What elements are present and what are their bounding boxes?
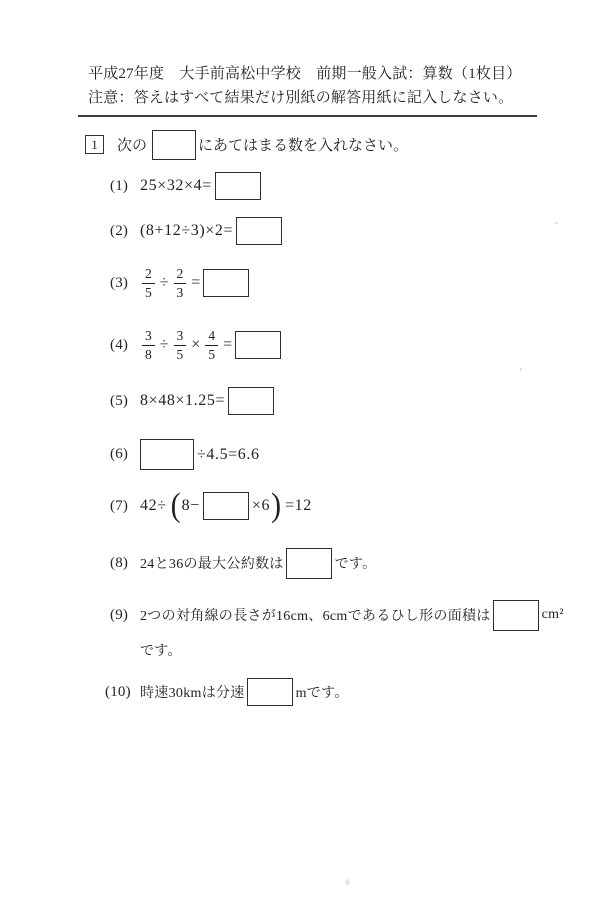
- problem-4: [110, 326, 572, 364]
- answer-box-prompt: [152, 130, 196, 160]
- problem-8-suffix: です。: [334, 557, 377, 572]
- answer-box-9: [493, 600, 539, 631]
- header-divider: [78, 115, 537, 117]
- fraction-numerator: 2: [176, 265, 184, 281]
- fraction-denominator: 3: [174, 283, 187, 300]
- section-prompt-before: 次の: [117, 138, 148, 154]
- fraction: [205, 329, 218, 362]
- answer-box-5: [228, 387, 274, 415]
- answer-box-10: [247, 678, 293, 706]
- problem-7-inner-left: 8−: [181, 497, 200, 514]
- problem-10-text: 時速30kmは分速: [140, 686, 245, 701]
- problem-6-expression: ÷4.5=6.6: [197, 445, 260, 463]
- problem-8: [110, 547, 572, 579]
- answer-box-7: [203, 492, 249, 520]
- scan-speck: [555, 222, 558, 224]
- fraction-numerator: 2: [145, 265, 152, 281]
- problem-6: [110, 439, 572, 470]
- fraction: [174, 329, 187, 362]
- fraction: [174, 267, 187, 300]
- equals-sign: =: [223, 336, 233, 353]
- scan-speck: [345, 879, 350, 885]
- problem-1-label: (1): [110, 177, 129, 194]
- section-heading: [85, 129, 572, 160]
- fraction-denominator: 5: [205, 345, 218, 362]
- problem-7-label: (7): [110, 497, 129, 514]
- fraction-denominator: 8: [142, 345, 155, 362]
- fraction: [142, 267, 155, 300]
- problem-9: [110, 599, 572, 663]
- equals-sign: =: [191, 274, 201, 291]
- section-number-box: 1: [85, 135, 104, 154]
- problem-7-expression-left: 42÷: [140, 497, 167, 514]
- operator-multiply: ×: [191, 336, 201, 353]
- fraction-numerator: 3: [176, 327, 184, 343]
- problem-10-suffix: mです。: [295, 686, 349, 701]
- problem-10: [105, 677, 572, 707]
- problem-6-label: (6): [110, 446, 129, 462]
- problem-1-expression: 25×32×4=: [140, 177, 212, 194]
- problem-8-text: 24と36の最大公約数は: [140, 557, 284, 572]
- problem-10-label: (10): [105, 683, 131, 700]
- problem-4-label: (4): [110, 336, 129, 353]
- fraction: [142, 329, 155, 362]
- exam-note: 注意：答えはすべて結果だけ別紙の解答用紙に記入しなさい。: [88, 90, 514, 106]
- answer-box-6: [140, 439, 194, 470]
- open-paren: (: [170, 486, 181, 524]
- problem-2-label: (2): [110, 222, 129, 239]
- exam-title: 平成27年度 大手前高松中学校 前期一般入試：算数（1枚目）: [88, 66, 522, 82]
- fraction-denominator: 5: [174, 345, 187, 362]
- answer-box-4: [235, 331, 281, 359]
- problem-3-label: (3): [110, 274, 129, 291]
- answer-box-1: [215, 172, 261, 200]
- problem-5: [110, 386, 572, 416]
- operator-divide: ÷: [159, 274, 169, 291]
- problem-5-label: (5): [110, 392, 129, 409]
- problem-2-expression: (8+12÷3)×2=: [140, 222, 234, 239]
- problem-9-line-1: [110, 599, 572, 631]
- answer-box-3: [203, 269, 249, 297]
- problem-9-text: 2つの対角線の長さが16cm、6cmであるひし形の面積は: [140, 609, 491, 624]
- problem-1: [110, 172, 572, 200]
- problem-9-unit: cm²: [541, 607, 564, 622]
- problem-2: [110, 216, 572, 246]
- answer-box-8: [286, 548, 332, 579]
- scan-speck: [520, 368, 522, 371]
- problem-3: [110, 264, 572, 302]
- section-prompt-after: にあてはまる数を入れなさい。: [198, 138, 409, 154]
- close-paren: ): [271, 486, 282, 524]
- problem-5-expression: 8×48×1.25=: [140, 392, 226, 409]
- fraction-numerator: 4: [208, 327, 216, 343]
- fraction-numerator: 3: [145, 327, 152, 343]
- problem-9-continuation: です。: [140, 644, 182, 659]
- problem-7-expression-right: =12: [285, 497, 312, 514]
- operator-divide: ÷: [159, 336, 169, 353]
- problem-7-inner-right: ×6: [251, 497, 271, 514]
- answer-box-2: [236, 217, 282, 245]
- problem-8-label: (8): [110, 554, 129, 571]
- problem-7: [110, 486, 572, 524]
- problem-9-label: (9): [110, 606, 129, 623]
- fraction-denominator: 5: [142, 283, 155, 300]
